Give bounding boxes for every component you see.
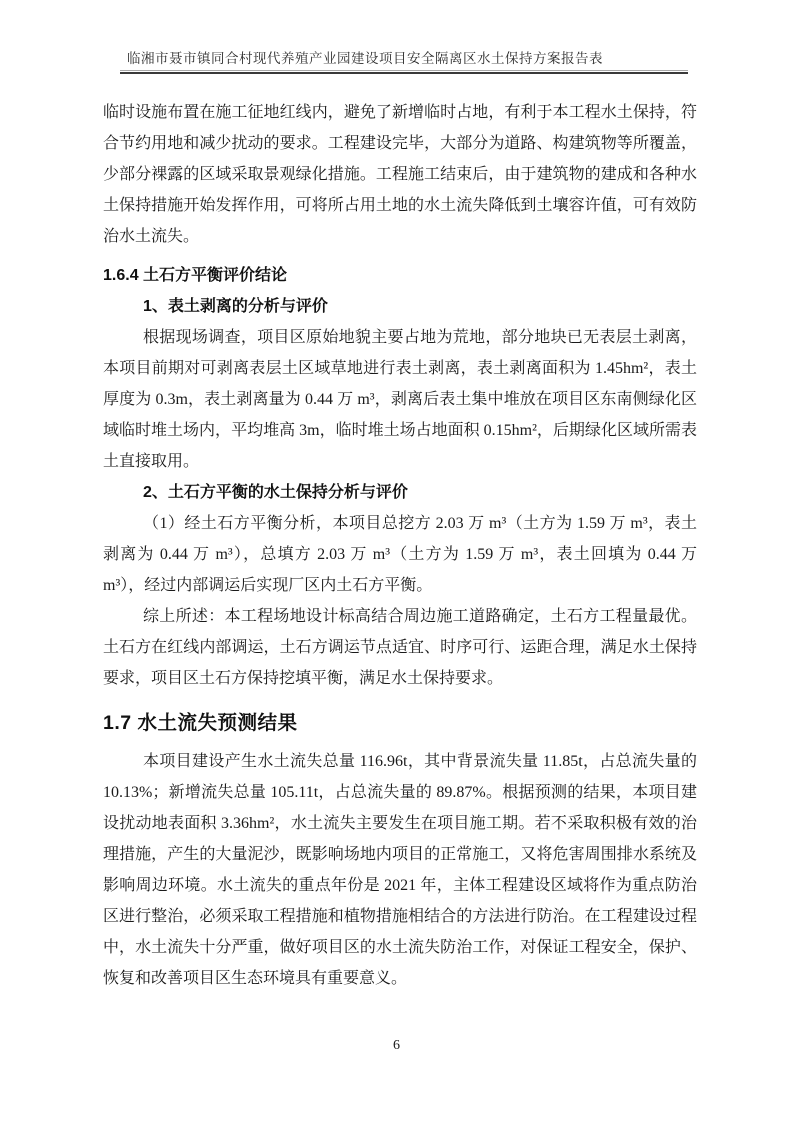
header-rule-dark <box>120 72 688 74</box>
section-1-6-4-item2-paragraph-2: 综上所述：本工程场地设计标高结合周边施工道路确定，土石方工程量最优。土石方在红线内部调运，土石方调运节点适宜、时序可行、运距合理，满足水土保持要求，项目区土石方保持挖填平衡，满足水土保持要求。 <box>103 608 697 687</box>
section-1-7-heading: 1.7 水土流失预测结果 <box>103 712 298 734</box>
header-title: 临湘市聂市镇同合村现代养殖产业园建设项目安全隔离区水土保持方案报告表 <box>127 51 603 66</box>
page-header <box>120 50 688 74</box>
section-1-6-4-item1-heading: 1、表土剥离的分析与评价 <box>143 298 328 315</box>
document-body <box>103 97 697 994</box>
section-1-6-4-item2-heading: 2、土石方平衡的水土保持分析与评价 <box>143 484 408 501</box>
section-1-6-4-heading: 1.6.4 土石方平衡评价结论 <box>103 267 288 284</box>
header-rule-light <box>120 70 688 71</box>
page-number: 6 <box>393 1038 400 1053</box>
section-1-6-4-item2-paragraph-1: （1）经土石方平衡分析，本项目总挖方 2.03 万 m³（土方为 1.59 万 m³，表土剥离为 0.44 万 m³），总填方 2.03 万 m³（土方为 1.59 万 m³，表土回填为 0.44 万 m³），经过内部调运后实现厂区内土石方平衡。 <box>103 515 697 594</box>
continued-paragraph: 临时设施布置在施工征地红线内，避免了新增临时占地，有利于本工程水土保持，符合节约用地和减少扰动的要求。工程建设完毕，大部分为道路、构建筑物等所覆盖，少部分裸露的区域采取景观绿化措施。工程施工结束后，由于建筑物的建成和各种水土保持措施开始发挥作用，可将所占用土地的水土流失降低到土壤容许值，可有效防治水土流失。 <box>103 104 697 245</box>
section-1-6-4-item1-paragraph: 根据现场调查，项目区原始地貌主要占地为荒地，部分地块已无表层土剥离，本项目前期对可剥离表层土区域草地进行表土剥离，表土剥离面积为 1.45hm²，表土厚度为 0.3m，表土剥离量为 0.44 万 m³，剥离后表土集中堆放在项目区东南侧绿化区域临时堆土场内，平均堆高 3m，临时堆土场占地面积 0.15hm²，后期绿化区域所需表土直接取用。 <box>103 329 697 470</box>
section-1-7-paragraph: 本项目建设产生水土流失总量 116.96t，其中背景流失量 11.85t，占总流失量的 10.13%；新增流失总量 105.11t，占总流失量的 89.87%。根据预测的结果，本项目建设扰动地表面积 3.36hm²，水土流失主要发生在项目施工期。若不采取积极有效的治理措施，产生的大量泥沙，既影响场地内项目的正常施工，又将危害周围排水系统及影响周边环境。水土流失的重点年份是 2021 年，主体工程建设区域将作为重点防治区进行整治，必须采取工程措施和植物措施相结合的方法进行防治。在工程建设过程中，水土流失十分严重，做好项目区的水土流失防治工作，对保证工程安全，保护、恢复和改善项目区生态环境具有重要意义。 <box>103 753 697 987</box>
page-footer <box>0 1036 793 1054</box>
